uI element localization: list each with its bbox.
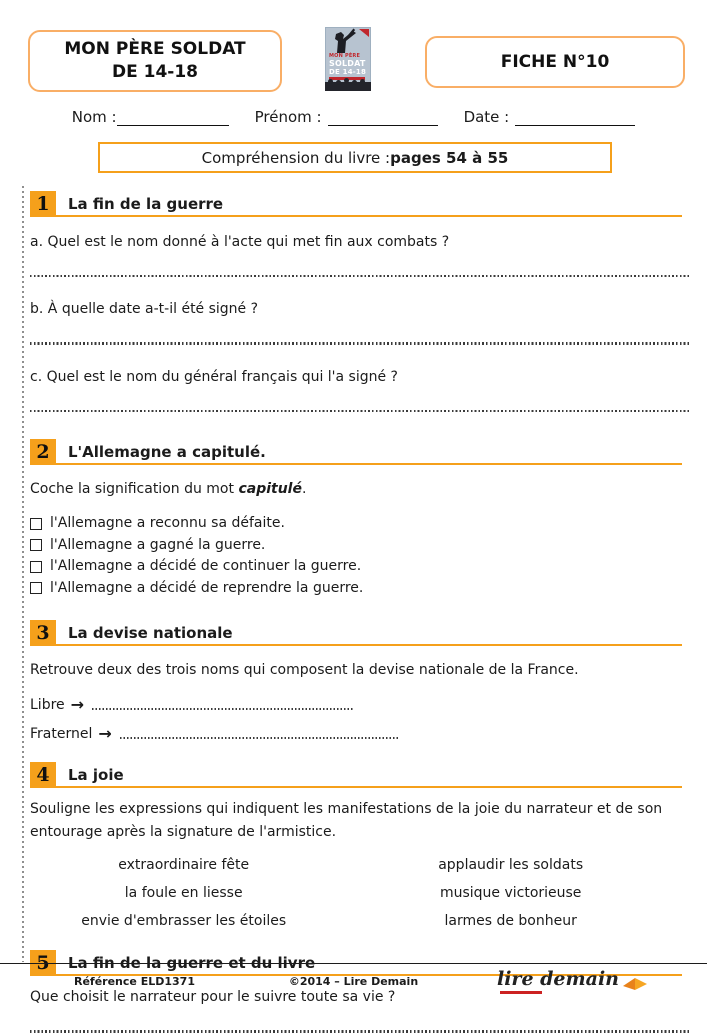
nom-blank (117, 110, 229, 126)
section-4-header (30, 762, 684, 788)
date-blank (515, 110, 635, 126)
answer-line-1b (30, 342, 689, 344)
answer-line-1c (30, 410, 689, 412)
section-title: La fin de la guerre (56, 191, 682, 217)
cover-crowd-silhouette (325, 82, 371, 91)
answer-dots (120, 737, 398, 739)
logo-text: lire demain (497, 968, 619, 990)
expressions-grid (30, 851, 684, 935)
answer-line-5 (30, 1030, 689, 1032)
section-1-header (30, 191, 684, 217)
section-title: La fin de la guerre et du livre (56, 950, 682, 976)
expression: envie d'embrasser les étoiles (81, 913, 287, 930)
prenom-field (255, 108, 438, 126)
checkbox-option (30, 578, 684, 600)
arrow-right-icon: → (98, 724, 112, 744)
prenom-label: Prénom : (254, 108, 322, 126)
checkbox-icon (30, 561, 42, 573)
checkbox-option (30, 535, 684, 557)
devise-label: Libre (30, 697, 65, 714)
date-label: Date : (463, 108, 510, 126)
expression: extraordinaire fête (118, 857, 250, 874)
instruction-prefix: Coche la signification du mot (30, 481, 239, 498)
cover-title-line1: MON PÈRE (329, 53, 361, 59)
answer-dots (92, 708, 354, 710)
section-4-instruction: Souligne les expressions qui indiquent les manifestations de la joie du narrateur et de son entourage après la signature de l'armistice. (30, 801, 663, 841)
expression: applaudir les soldats (438, 857, 584, 874)
nom-field (72, 108, 229, 126)
section-number: 5 (30, 950, 56, 976)
answer-line-1a (30, 275, 689, 277)
section-number: 4 (30, 762, 56, 788)
checkbox-list (30, 513, 684, 599)
devise-item-fraternel (30, 726, 684, 742)
section-title: La devise nationale (56, 620, 682, 646)
question-1a: a. Quel est le nom donné à l'acte qui met fin aux combats ? (30, 234, 450, 250)
copyright-label: ©2014 – Lire Demain (288, 975, 419, 988)
worksheet-header (0, 0, 707, 105)
section-2-header (30, 439, 684, 465)
question-5: Que choisit le narrateur pour le suivre toute sa vie ? (30, 989, 396, 1006)
checkbox-label: l'Allemagne a reconnu sa défaite. (50, 515, 285, 532)
worksheet-footer (0, 966, 707, 1000)
expression: larmes de bonheur (444, 913, 577, 930)
checkbox-label: l'Allemagne a décidé de reprendre la guerre. (50, 579, 364, 596)
prenom-blank (328, 110, 438, 126)
section-number: 3 (30, 620, 56, 646)
section-3-instruction: Retrouve deux des trois noms qui composent la devise nationale de la France. (30, 662, 579, 679)
section-title: La joie (56, 762, 682, 788)
instruction-emphasis: capitulé (238, 481, 302, 498)
section-2-instruction (30, 478, 684, 501)
book-title-line1: MON PÈRE SOLDAT (64, 39, 246, 60)
devise-label: Fraternel (30, 726, 93, 743)
expressions-left-column (30, 851, 337, 935)
question-1c: c. Quel est le nom du général français qui l'a signé ? (30, 368, 398, 385)
footer-divider (0, 963, 707, 964)
cover-flag-icon (359, 29, 369, 37)
cover-title-line2: SOLDAT (329, 59, 366, 68)
section-title: L'Allemagne a capitulé. (56, 439, 682, 465)
checkbox-icon (30, 539, 42, 551)
checkbox-label: l'Allemagne a gagné la guerre. (50, 536, 266, 553)
cover-title-line3: DE 14-18 (329, 68, 367, 76)
comprehension-banner (98, 142, 612, 173)
fiche-number-box (425, 36, 685, 88)
worksheet-content (30, 185, 684, 1033)
logo-subtext-line (500, 991, 542, 994)
banner-prefix: Compréhension du livre : (201, 148, 391, 167)
logo-swoosh-icon (621, 974, 649, 994)
identity-row (0, 108, 707, 126)
expression: la foule en liesse (124, 885, 243, 902)
instruction-suffix: . (301, 481, 307, 498)
nom-label: Nom : (71, 108, 117, 126)
section-3-header (30, 620, 684, 646)
checkbox-icon (30, 582, 42, 594)
checkbox-option (30, 556, 684, 578)
lire-demain-logo (497, 968, 649, 994)
left-cut-guide-line (22, 186, 24, 962)
cover-author-line (329, 77, 365, 80)
book-title-box (28, 30, 282, 92)
checkbox-option (30, 513, 684, 535)
question-1b: b. À quelle date a-t-il été signé ? (30, 301, 259, 318)
expression: musique victorieuse (439, 885, 582, 902)
reference-label: Référence ELD1371 (74, 975, 195, 988)
expressions-right-column (337, 851, 684, 935)
arrow-right-icon: → (70, 695, 85, 715)
book-title-line2: DE 14-18 (111, 62, 198, 82)
section-number: 2 (30, 439, 56, 465)
devise-item-libre (30, 697, 684, 713)
checkbox-icon (30, 518, 42, 530)
fiche-number-label: FICHE N°10 (500, 51, 610, 72)
checkbox-label: l'Allemagne a décidé de continuer la guerre. (50, 558, 362, 575)
book-cover-image (325, 27, 371, 91)
date-field (464, 108, 636, 126)
section-number: 1 (30, 191, 56, 217)
banner-pages: pages 54 à 55 (390, 148, 509, 167)
